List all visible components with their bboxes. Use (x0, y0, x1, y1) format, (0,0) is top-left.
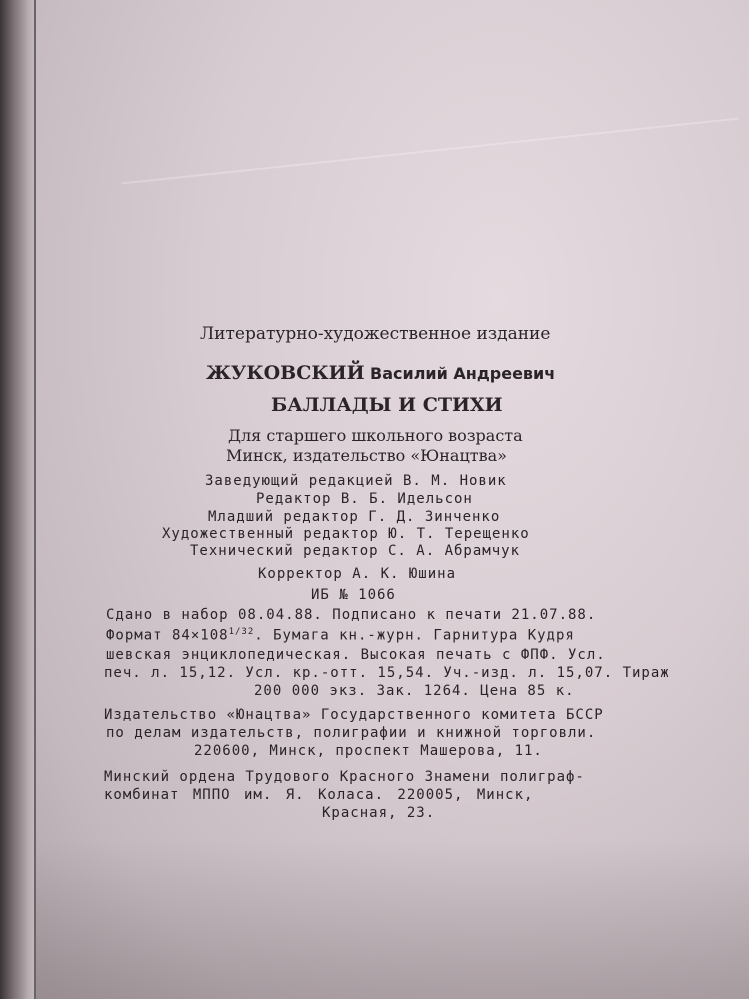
format-text: Формат 84×108 (106, 627, 229, 644)
print-details-line-3: шевская энциклопедическая. Высокая печать с ФПФ. Усл. (106, 647, 606, 663)
city-publisher: Минск, издательство «Юнацтва» (226, 446, 507, 465)
staff-art-editor: Художественный редактор Ю. Т. Терещенко (162, 526, 530, 542)
book-title: БАЛЛАДЫ И СТИХИ (271, 394, 503, 416)
publisher-address: 220600, Минск, проспект Машерова, 11. (194, 743, 543, 759)
page-shadow (36, 839, 749, 999)
staff-tech-editor: Технический редактор С. А. Абрамчук (190, 543, 521, 559)
edition-type: Литературно-художественное издание (200, 324, 551, 344)
author-surname: ЖУКОВСКИЙ (206, 362, 365, 384)
print-details-line-2 (106, 628, 575, 643)
ib-number: ИБ № 1066 (311, 587, 396, 603)
author-name: Василий Андреевич (370, 364, 556, 383)
publisher-line-2: по делам издательств, полиграфии и книжной торговли. (106, 725, 597, 741)
staff-editor: Редактор В. Б. Идельсон (256, 491, 473, 507)
print-details-line-4: печ. л. 15,12. Усл. кр.-отт. 15,54. Уч.-изд. л. 15,07. Тираж (104, 665, 670, 681)
publisher-line-1: Издательство «Юнацтва» Государственного комитета БССР (104, 707, 604, 723)
printer-line-1: Минский ордена Трудового Красного Знамени полиграф- (104, 769, 585, 785)
print-details-line-1: Сдано в набор 08.04.88. Подписано к печати 21.07.88. (106, 607, 597, 623)
book-spine-edge (0, 0, 38, 999)
paper-typeface-text: . Бумага кн.-журн. Гарнитура Кудря (254, 627, 575, 644)
print-details-line-5: 200 000 экз. Зак. 1264. Цена 85 к. (254, 683, 575, 699)
format-fraction: 1/32 (228, 627, 255, 637)
printer-address: Красная, 23. (322, 805, 436, 821)
staff-managing-editor: Заведующий редакцией В. М. Новик (205, 473, 507, 489)
staff-proofreader: Корректор А. К. Юшина (258, 566, 457, 582)
staff-junior-editor: Младший редактор Г. Д. Зинченко (208, 509, 501, 525)
audience: Для старшего школьного возраста (228, 426, 523, 445)
printer-line-2: комбинат МППО им. Я. Коласа. 220005, Минск, (104, 787, 534, 803)
print-details-block (100, 607, 670, 699)
